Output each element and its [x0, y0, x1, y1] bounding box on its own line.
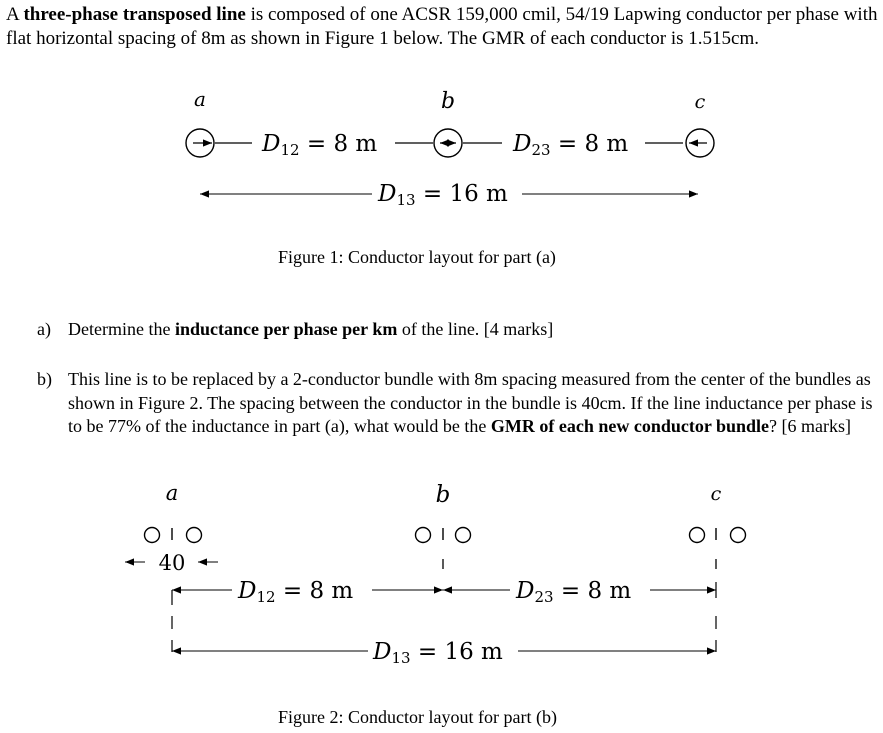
question-b-label: b)	[37, 369, 52, 389]
fig1-conductor-c	[686, 129, 714, 157]
fig2-label-b: b	[435, 482, 451, 508]
question-a-label: a)	[37, 319, 51, 339]
fig2-d23-label: D23 = 8 m	[516, 578, 632, 606]
figure-1	[0, 0, 883, 280]
fig1-d12-label: D12 = 8 m	[262, 131, 378, 159]
fig2-bundle-b	[416, 528, 471, 570]
fig1-d13-label: D13 = 16 m	[378, 181, 508, 209]
intro-body: is composed of one ACSR 159,000 cmil, 54/19 Lapwing conductor per phase with flat horizontal spacing of 8m as shown in Figure 1 below. The GMR of each conductor is 1.515cm.	[6, 4, 878, 49]
question-a-text: Determine the inductance per phase per km of the line. [4 marks]	[68, 319, 554, 339]
fig2-bundle-spacing: 40	[158, 551, 186, 575]
fig2-d13-label: D13 = 16 m	[373, 639, 503, 667]
fig1-label-a: a	[194, 87, 206, 111]
fig1-label-c: c	[694, 91, 706, 113]
fig1-conductor-a	[186, 129, 214, 157]
intro-prefix: A	[6, 4, 24, 25]
fig2-bundle-a	[145, 528, 202, 543]
fig2-label-a: a	[165, 481, 179, 505]
figure-1-caption: Figure 1: Conductor layout for part (a)	[278, 247, 556, 267]
fig1-label-b: b	[440, 89, 456, 114]
fig2-bundle-c	[690, 528, 746, 570]
fig2-label-c: c	[710, 483, 722, 505]
intro-bold: three-phase transposed line	[23, 4, 246, 25]
fig1-conductor-b	[434, 129, 462, 157]
figure-2	[0, 470, 883, 700]
question-b-text: This line is to be replaced by a 2-conductor bundle with 8m spacing measured from the center of the bundles as shown in Figure 2. The spacing between the conductor in the bundle is 40cm. If the line inductance per phase is to be 77% of the inductance in part (a), what would be the GMR of each new conductor bundle? [6 marks]	[68, 369, 873, 436]
fig1-d23-label: D23 = 8 m	[513, 131, 629, 159]
figure-2-caption: Figure 2: Conductor layout for part (b)	[278, 707, 557, 727]
fig2-d12-label: D12 = 8 m	[238, 578, 354, 606]
